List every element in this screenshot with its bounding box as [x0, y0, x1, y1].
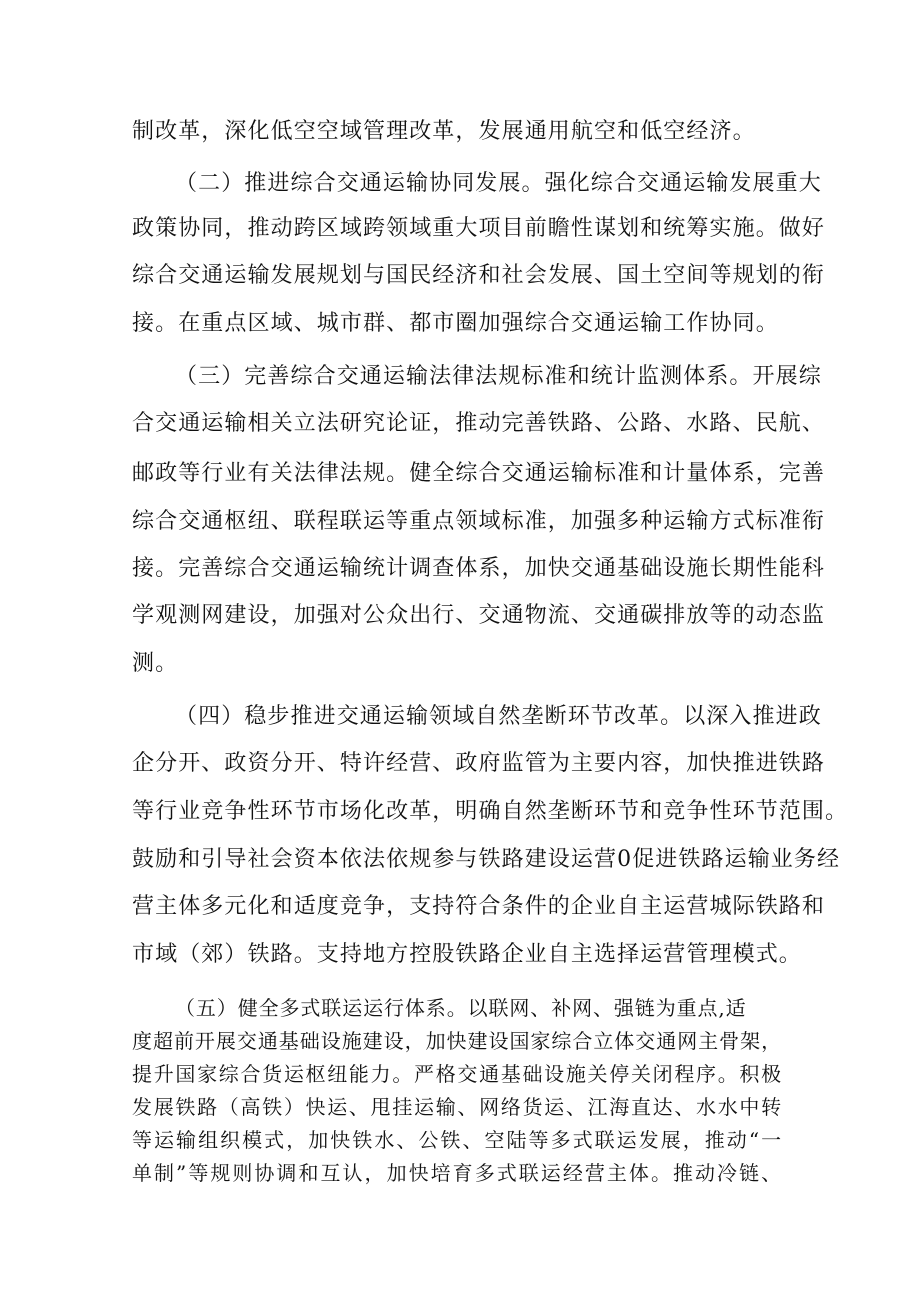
paragraph-heading-line: （四）稳步推进交通运输领域自然垄断环节改革。以深入推进政 — [175, 704, 822, 729]
text-line: 鼓励和引导社会资本依法依规参与铁路建设运营0促进铁路运输业务经 — [132, 847, 841, 872]
text-line: 学观测网建设，加强对公众出行、交通物流、交通碳排放等的动态监 — [132, 603, 826, 628]
paragraph-heading-line: （二）推进综合交通运输协同发展。强化综合交通运输发展重大 — [175, 171, 822, 196]
text-line: 企分开、政资分开、特许经营、政府监管为主要内容，加快推进铁路 — [132, 751, 826, 776]
text-line: 测。 — [132, 651, 179, 676]
text-line: 发展铁路（高铁）快运、甩挂运输、网络货运、江海直达、水水中转 — [132, 1095, 782, 1119]
text-line: 等行业竞争性环节市场化改革，明确自然垄断环节和竞争性环节范围。 — [132, 799, 849, 824]
text-line: 综合交通枢纽、联程联运等重点领域标准，加强多种运输方式标准衔 — [132, 509, 826, 534]
text-line: 制改革，深化低空空域管理改革，发展通用航空和低空经济。 — [132, 119, 756, 144]
text-line: 单制”等规则协调和互认，加快培育多式联运经营主体。推动冷链、 — [132, 1161, 782, 1185]
text-line: 政策协同，推动跨区域跨领域重大项目前瞻性谋划和统筹实施。做好 — [132, 216, 826, 241]
text-line: 综合交通运输发展规划与国民经济和社会发展、国土空间等规划的衔 — [132, 263, 826, 288]
text-line: 邮政等行业有关法律法规。健全综合交通运输标准和计量体系，完善 — [132, 461, 826, 486]
text-line: 提升国家综合货运枢纽能力。严格交通基础设施关停关闭程序。积极 — [132, 1062, 782, 1086]
text-line: 市域（郊）铁路。支持地方控股铁路企业自主选择运营管理模式。 — [132, 942, 802, 967]
paragraph-heading-line: （三）完善综合交通运输法律法规标准和统计监测体系。开展综 — [175, 364, 822, 389]
text-line: 接。完善综合交通运输统计调查体系，加快交通基础设施长期性能科 — [132, 556, 826, 581]
text-line: 接。在重点区域、城市群、都市圈加强综合交通运输工作协同。 — [132, 311, 779, 336]
paragraph-heading-line: （五）健全多式联运运行体系。以联网、补网、强链为重点,适 — [175, 996, 747, 1020]
text-line: 营主体多元化和适度竞争，支持符合条件的企业自主运营城际铁路和 — [132, 894, 826, 919]
text-line: 合交通运输相关立法研究论证，推动完善铁路、公路、水路、民航、 — [132, 411, 826, 436]
text-line: 等运输组织模式，加快铁水、公铁、空陆等多式联运发展，推动“一 — [132, 1128, 782, 1152]
text-line: 度超前开展交通基础设施建设，加快建设国家综合立体交通网主骨架， — [132, 1029, 782, 1053]
